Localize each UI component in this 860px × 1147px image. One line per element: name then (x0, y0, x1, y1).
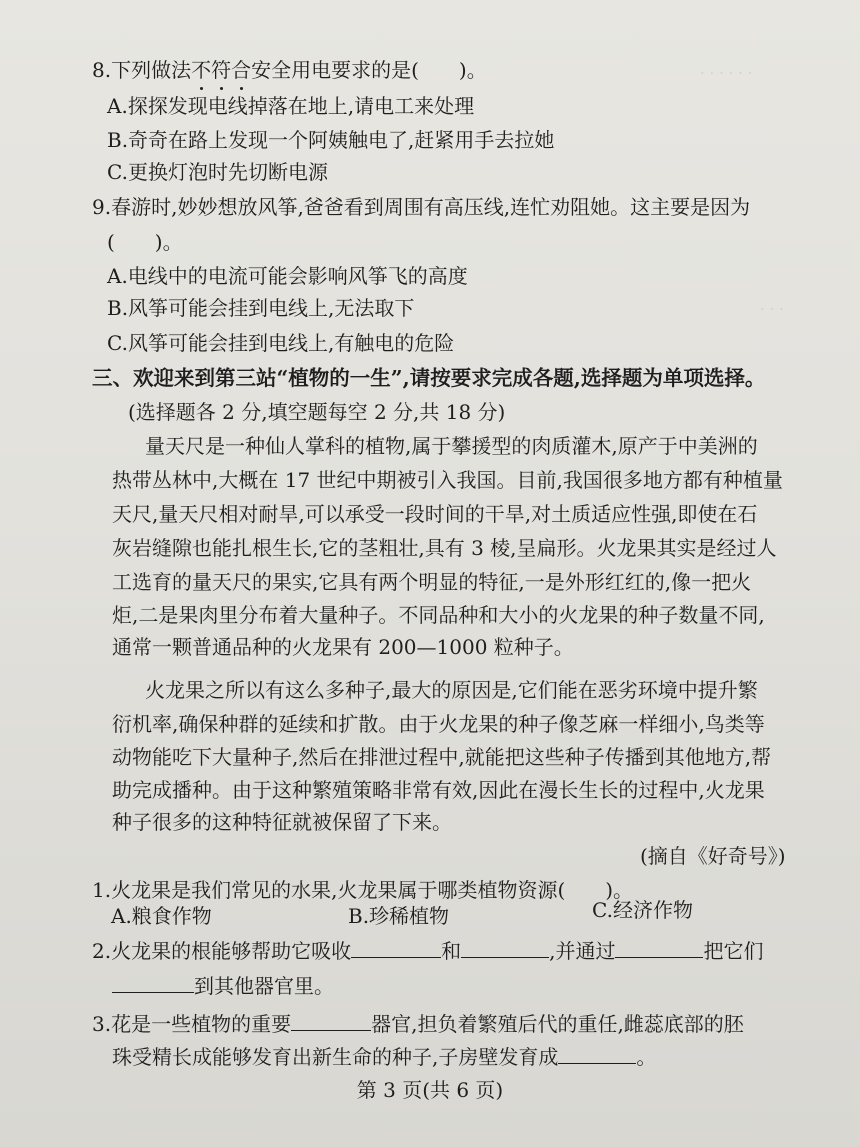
bleed-through: · · · · · · (700, 64, 753, 82)
question-3-stem-cont: 珠受精长成能够发育出新生命的种子,子房壁发育成 。 (112, 1045, 657, 1069)
passage-source: (摘自《好奇号》) (640, 844, 786, 868)
passage-line: 热带丛林中,大概在 17 世纪中期被引入我国。目前,我国很多地方都有种植量 (112, 468, 783, 492)
question-1-stem: 1.火龙果是我们常见的水果,火龙果属于哪类植物资源( )。 (92, 878, 634, 902)
passage-line: 工选育的量天尺的果实,它具有两个明显的特征,一是外形红红的,像一把火 (112, 570, 752, 594)
question-2-stem-cont: 到其他器官里。 (112, 972, 334, 1000)
question-1-option-c: C.经济作物 (592, 898, 693, 922)
passage-line: 火龙果之所以有这么多种子,最大的原因是,它们能在恶劣环境中提升繁 (145, 678, 758, 702)
answer-blank[interactable] (461, 937, 549, 958)
question-9-option-b: B.风筝可能会挂到电线上,无法取下 (107, 296, 415, 320)
passage-line: 灰岩缝隙也能扎根生长,它的茎粗壮,具有 3 棱,呈扁形。火龙果其实是经过人 (112, 536, 777, 560)
passage-line: 种子很多的这种特征就被保留了下来。 (112, 810, 452, 834)
section-3-title: 三、欢迎来到第三站“植物的一生”,请按要求完成各题,选择题为单项选择。 (92, 366, 766, 390)
question-8-option-a: A.探探发现电线掉落在地上,请电工来处理 (107, 94, 475, 118)
emphasis-char: 合 (231, 58, 252, 82)
passage-line: 助完成播种。由于这种繁殖策略非常有效,因此在漫长生长的过程中,火龙果 (112, 778, 765, 802)
question-2-stem: 2.火龙果的根能够帮助它吸收 和 ,并通过 把它们 (92, 939, 764, 963)
answer-blank[interactable] (558, 1043, 636, 1064)
bleed-through: · · · (760, 300, 784, 318)
answer-blank[interactable] (351, 937, 441, 958)
question-8-stem: 8.下列做法不符合安全用电要求的是( )。 (92, 58, 487, 82)
question-8-option-c: C.更换灯泡时先切断电源 (107, 160, 328, 184)
passage-line: 炬,二是果肉里分布着大量种子。不同品种和大小的火龙果的种子数量不同, (112, 603, 765, 627)
question-8-option-b: B.奇奇在路上发现一个阿姨触电了,赶紧用手去拉她 (107, 128, 555, 152)
question-9-option-a: A.电线中的电流可能会影响风筝飞的高度 (107, 264, 468, 288)
passage-line: 动物能吃下大量种子,然后在排泄过程中,就能把这些种子传播到其他地方,帮 (112, 745, 772, 769)
question-9-stem: 9.春游时,妙妙想放风筝,爸爸看到周围有高压线,连忙劝阻她。这主要是因为 (92, 195, 751, 219)
passage-line: 通常一颗普通品种的火龙果有 200—1000 粒种子。 (112, 635, 574, 659)
answer-blank[interactable] (291, 1010, 371, 1031)
page-number: 第 3 页(共 6 页) (356, 1078, 504, 1102)
section-3-scoring: (选择题各 2 分,填空题每空 2 分,共 18 分) (128, 400, 506, 424)
passage-line: 天尺,量天尺相对耐旱,可以承受一段时间的干旱,对土质适应性强,即使在石 (112, 502, 758, 526)
question-1-option-a: A.粮食作物 (111, 904, 212, 928)
answer-blank[interactable] (112, 972, 194, 993)
question-1-option-b: B.珍稀植物 (348, 904, 450, 928)
question-9-stem-cont: ( )。 (107, 230, 183, 254)
emphasis-char: 符 (211, 58, 232, 82)
question-3-stem: 3.花是一些植物的重要 器官,担负着繁殖后代的重任,雌蕊底部的胚 (92, 1012, 744, 1036)
answer-blank[interactable] (615, 937, 703, 958)
passage-line: 衍机率,确保种群的延续和扩散。由于火龙果的种子像芝麻一样细小,鸟类等 (112, 712, 765, 736)
question-9-option-c: C.风筝可能会挂到电线上,有触电的危险 (107, 331, 455, 355)
emphasis-char: 不 (191, 58, 212, 82)
passage-line: 量天尺是一种仙人掌科的植物,属于攀援型的肉质灌木,原产于中美洲的 (145, 434, 758, 458)
